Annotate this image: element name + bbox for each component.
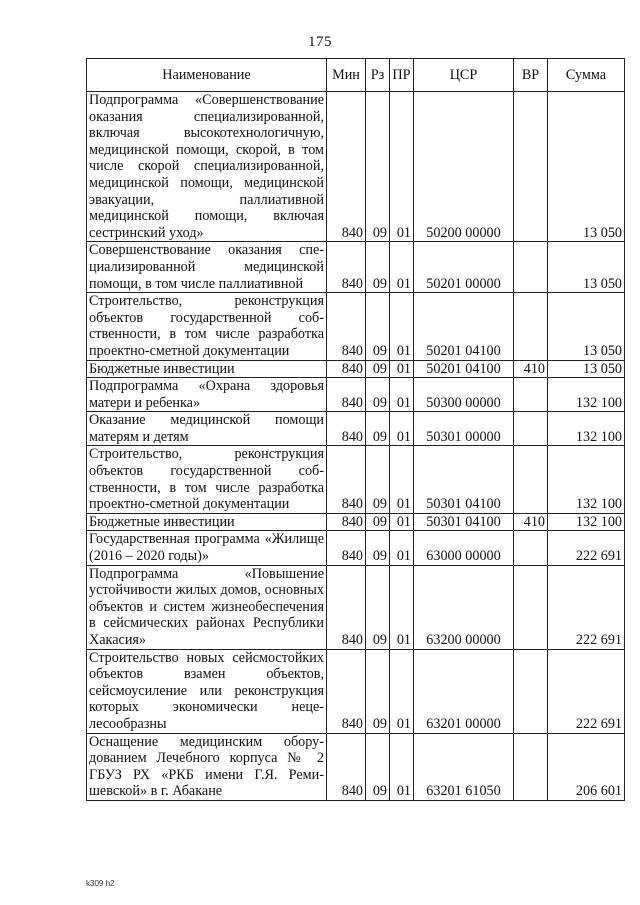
table-row	[87, 412, 625, 446]
cell-min: 840	[327, 446, 366, 513]
cell-vr	[514, 293, 548, 360]
cell-rz: 09	[366, 565, 390, 649]
table-row	[87, 242, 625, 293]
cell-name: Бюджетные инвестиции	[87, 360, 327, 378]
cell-sum: 132 100	[548, 378, 625, 412]
cell-sum: 222 691	[548, 565, 625, 649]
cell-csr: 50301 04100	[414, 513, 514, 531]
cell-name: Оказание медицинской помощи матерям и детям	[87, 412, 327, 446]
table-row	[87, 293, 625, 360]
cell-min: 840	[327, 649, 366, 733]
cell-sum: 132 100	[548, 412, 625, 446]
header-csr: ЦСР	[414, 59, 514, 92]
cell-rz: 09	[366, 242, 390, 293]
cell-csr: 50201 04100	[414, 293, 514, 360]
header-rz: Рз	[366, 59, 390, 92]
cell-vr	[514, 92, 548, 242]
cell-vr	[514, 446, 548, 513]
cell-sum: 13 050	[548, 242, 625, 293]
cell-rz: 09	[366, 378, 390, 412]
cell-vr	[514, 733, 548, 800]
cell-vr: 410	[514, 360, 548, 378]
cell-pr: 01	[390, 412, 414, 446]
header-row	[87, 59, 625, 92]
page-number: 175	[308, 34, 332, 50]
cell-min: 840	[327, 531, 366, 565]
cell-rz: 09	[366, 412, 390, 446]
cell-name: Строительство новых сейсмостойких объектов взамен объектов, сейсмоусиление или реконструкция которых экономически нецелесообразны	[87, 649, 327, 733]
cell-vr	[514, 242, 548, 293]
cell-rz: 09	[366, 293, 390, 360]
table-body	[87, 92, 625, 801]
cell-csr: 63201 00000	[414, 649, 514, 733]
header-sum: Сумма	[548, 59, 625, 92]
table-row	[87, 92, 625, 242]
header-pr: ПР	[390, 59, 414, 92]
cell-name: Оснащение медицинским оборудованием Лечебного корпуса № 2 ГБУЗ РХ «РКБ имени Г.Я. Ремишевской» в г. Абакане	[87, 733, 327, 800]
table-row	[87, 649, 625, 733]
cell-name: Строительство, реконструкция объектов государственной собственности, в том числе разработка проектно-сметной документации	[87, 446, 327, 513]
cell-rz: 09	[366, 92, 390, 242]
cell-pr: 01	[390, 92, 414, 242]
cell-pr: 01	[390, 242, 414, 293]
cell-min: 840	[327, 242, 366, 293]
cell-name: Бюджетные инвестиции	[87, 513, 327, 531]
cell-min: 840	[327, 378, 366, 412]
cell-name: Подпрограмма «Охрана здоровья матери и ребенка»	[87, 378, 327, 412]
cell-rz: 09	[366, 360, 390, 378]
cell-rz: 09	[366, 649, 390, 733]
cell-csr: 50200 00000	[414, 92, 514, 242]
cell-sum: 132 100	[548, 446, 625, 513]
cell-csr: 50301 04100	[414, 446, 514, 513]
cell-csr: 50301 00000	[414, 412, 514, 446]
cell-csr: 50300 00000	[414, 378, 514, 412]
cell-name: Строительство, реконструкция объектов государственной собственности, в том числе разработка проектно-сметной документации	[87, 293, 327, 360]
table-row	[87, 360, 625, 378]
cell-vr	[514, 565, 548, 649]
cell-csr: 63200 00000	[414, 565, 514, 649]
cell-vr: 410	[514, 513, 548, 531]
table-row	[87, 378, 625, 412]
cell-min: 840	[327, 92, 366, 242]
cell-min: 840	[327, 565, 366, 649]
cell-min: 840	[327, 733, 366, 800]
cell-vr	[514, 412, 548, 446]
cell-vr	[514, 531, 548, 565]
cell-rz: 09	[366, 446, 390, 513]
cell-min: 840	[327, 293, 366, 360]
cell-name: Совершенствование оказания специализированной медицинской помощи, в том числе паллиативной	[87, 242, 327, 293]
cell-sum: 222 691	[548, 649, 625, 733]
header-name: Наименование	[87, 59, 327, 92]
cell-min: 840	[327, 513, 366, 531]
cell-rz: 09	[366, 531, 390, 565]
table-row	[87, 446, 625, 513]
cell-vr	[514, 649, 548, 733]
cell-sum: 13 050	[548, 293, 625, 360]
cell-pr: 01	[390, 446, 414, 513]
cell-name: Подпрограмма «Повышение устойчивости жилых домов, основных объектов и систем жизнеобеспечения в сейсмических районах Республики Хакасия»	[87, 565, 327, 649]
cell-csr: 63201 61050	[414, 733, 514, 800]
cell-pr: 01	[390, 293, 414, 360]
cell-sum: 132 100	[548, 513, 625, 531]
cell-min: 840	[327, 360, 366, 378]
cell-sum: 13 050	[548, 360, 625, 378]
cell-sum: 13 050	[548, 92, 625, 242]
cell-min: 840	[327, 412, 366, 446]
table-row	[87, 565, 625, 649]
cell-pr: 01	[390, 649, 414, 733]
cell-name: Государственная программа «Жилище (2016 – 2020 годы)»	[87, 531, 327, 565]
budget-table	[86, 58, 625, 801]
cell-csr: 63000 00000	[414, 531, 514, 565]
cell-pr: 01	[390, 378, 414, 412]
cell-pr: 01	[390, 733, 414, 800]
cell-sum: 206 601	[548, 733, 625, 800]
cell-pr: 01	[390, 360, 414, 378]
cell-pr: 01	[390, 513, 414, 531]
cell-pr: 01	[390, 531, 414, 565]
cell-rz: 09	[366, 513, 390, 531]
cell-vr	[514, 378, 548, 412]
cell-name: Подпрограмма «Совершенствование оказания специализированной, включая высокотехнологичную, медицинской помощи, скорой, в том числе скорой специализированной, медицинской помощи, медицинской эвакуации, паллиативной медицинской помощи, включая сестринский уход»	[87, 92, 327, 242]
cell-sum: 222 691	[548, 531, 625, 565]
header-min: Мин	[327, 59, 366, 92]
cell-csr: 50201 00000	[414, 242, 514, 293]
table-row	[87, 531, 625, 565]
table-row	[87, 513, 625, 531]
table-row	[87, 733, 625, 800]
table-header	[87, 59, 625, 92]
cell-csr: 50201 04100	[414, 360, 514, 378]
cell-pr: 01	[390, 565, 414, 649]
cell-rz: 09	[366, 733, 390, 800]
footer-code: k309 h2	[86, 879, 115, 888]
header-vr: ВР	[514, 59, 548, 92]
